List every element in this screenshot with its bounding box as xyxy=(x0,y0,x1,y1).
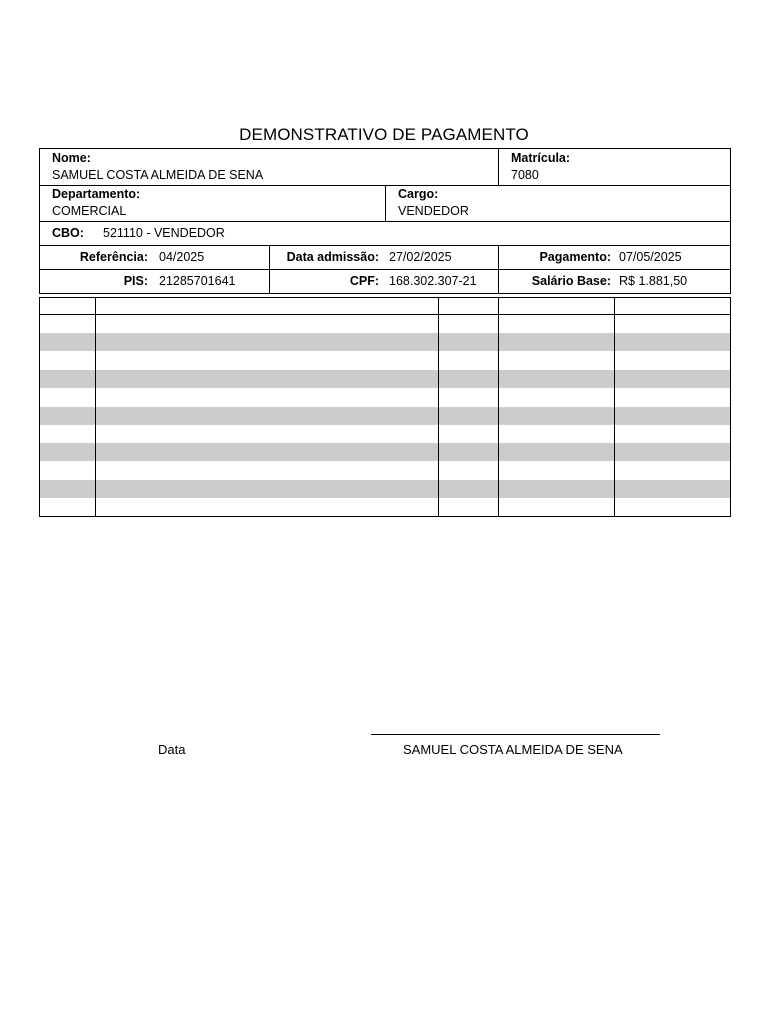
name-label: Nome: xyxy=(52,151,91,165)
registration-value: 7080 xyxy=(511,168,539,182)
dates-row xyxy=(39,245,731,270)
table-row-shaded xyxy=(40,443,730,461)
divider xyxy=(269,270,270,293)
department-row xyxy=(39,185,731,222)
role-label: Cargo: xyxy=(398,187,439,201)
cpf-value: 168.302.307-21 xyxy=(389,274,477,288)
payment-label: Pagamento: xyxy=(539,250,611,264)
table-row-shaded xyxy=(40,407,730,425)
cpf-label: CPF: xyxy=(349,274,379,288)
column-divider xyxy=(95,298,96,516)
department-value: COMERCIAL xyxy=(52,204,127,218)
name-row xyxy=(39,148,731,186)
document-title: DEMONSTRATIVO DE PAGAMENTO xyxy=(239,125,529,144)
divider xyxy=(385,186,386,221)
registration-label: Matrícula: xyxy=(511,151,571,165)
table-row-shaded xyxy=(40,333,730,351)
earnings-table xyxy=(39,297,731,517)
pis-value: 21285701641 xyxy=(159,274,236,288)
base-salary-label: Salário Base: xyxy=(531,274,611,288)
cbo-value: 521110 - VENDEDOR xyxy=(103,226,225,240)
department-label: Departamento: xyxy=(52,187,141,201)
pis-label: PIS: xyxy=(123,274,148,288)
divider xyxy=(498,149,499,185)
cbo-row xyxy=(39,221,731,246)
payment-value: 07/05/2025 xyxy=(619,250,682,264)
column-divider xyxy=(438,298,439,516)
reference-value: 04/2025 xyxy=(159,250,205,264)
table-row-shaded xyxy=(40,370,730,388)
table-header-row xyxy=(40,314,730,315)
date-label: Data xyxy=(158,742,186,757)
divider xyxy=(269,246,270,269)
divider xyxy=(498,246,499,269)
role-value: VENDEDOR xyxy=(398,204,469,218)
reference-label: Referência: xyxy=(79,250,148,264)
signature-name: SAMUEL COSTA ALMEIDA DE SENA xyxy=(403,742,623,757)
admission-value: 27/02/2025 xyxy=(389,250,452,264)
ids-row xyxy=(39,269,731,294)
base-salary-value: R$ 1.881,50 xyxy=(619,274,688,288)
admission-label: Data admissão: xyxy=(286,250,379,264)
name-value: SAMUEL COSTA ALMEIDA DE SENA xyxy=(52,168,264,182)
divider xyxy=(498,270,499,293)
column-divider xyxy=(498,298,499,516)
signature-line xyxy=(371,734,660,735)
cbo-label: CBO: xyxy=(52,226,84,240)
column-divider xyxy=(614,298,615,516)
table-row-shaded xyxy=(40,480,730,498)
